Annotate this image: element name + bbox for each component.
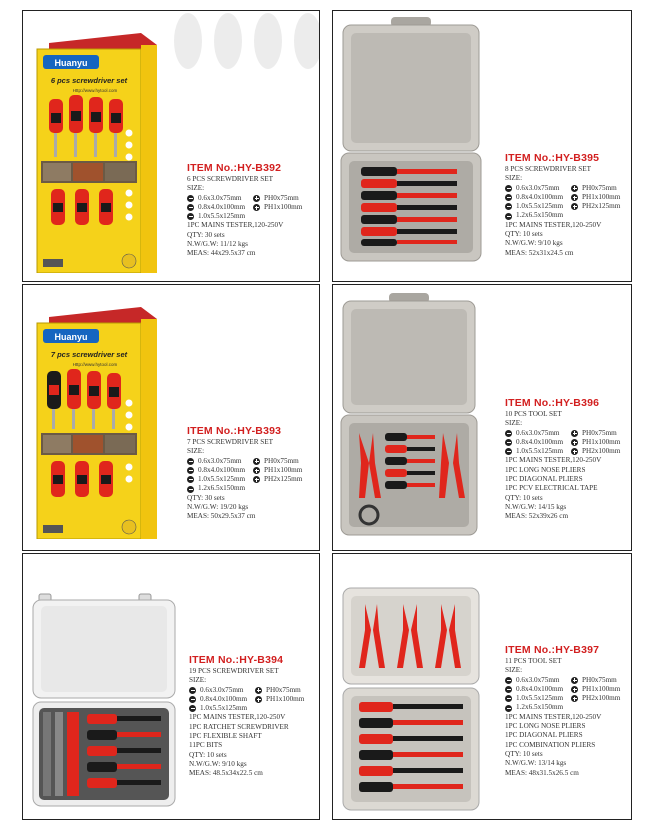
quantity: QTY: 10 sets	[505, 493, 543, 502]
size-slotted: 1.0x5.5x125mm	[516, 202, 564, 211]
slotted-icon	[189, 705, 196, 712]
quantity: QTY: 30 sets	[187, 493, 225, 502]
quantity: QTY: 10 sets	[505, 749, 543, 758]
size-phillips: PH0x75mm	[266, 685, 301, 694]
extra-item: 1PC RATCHET SCREWDRIVER	[189, 722, 289, 731]
size-phillips: PH1x100mm	[582, 437, 621, 446]
extra-item: 1PC MAINS TESTER,120-250V	[189, 713, 286, 722]
weight: N.W/G.W: 9/10 kgs	[505, 239, 563, 248]
size-phillips: PH1x100mm	[582, 684, 621, 693]
slotted-icon	[505, 677, 512, 684]
size-slotted: 1.2x6.5x150mm	[516, 211, 564, 220]
extra-item: 1PC DIAGONAL PLIERS	[505, 475, 583, 484]
weight: N.W/G.W: 11/12 kgs	[187, 240, 248, 249]
measurement: MEAS: 50x29.5x37 cm	[187, 512, 256, 521]
size-slotted: 0.8x4.0x100mm	[516, 684, 564, 693]
slotted-icon	[505, 686, 512, 693]
phillips-icon	[571, 448, 578, 455]
size-slotted: 0.8x4.0x100mm	[516, 192, 564, 201]
size-slotted: 0.6x3.0x75mm	[198, 193, 242, 202]
product-info-hy-b396	[505, 397, 632, 522]
slotted-icon	[505, 430, 512, 437]
box-title: 7 pcs screwdriver set	[50, 350, 128, 359]
extra-item: 1PC MAINS TESTER,120-250V	[187, 221, 284, 230]
slotted-icon	[505, 185, 512, 192]
slotted-icon	[189, 687, 196, 694]
product-panel-hy-b393	[22, 284, 320, 551]
size-phillips: PH1x100mm	[266, 694, 305, 703]
product-panel-hy-b396	[332, 284, 632, 551]
slotted-icon	[187, 204, 194, 211]
extra-item: 1PC MAINS TESTER,120-250V	[505, 456, 602, 465]
extra-item: 1PC LONG NOSE PLIERS	[505, 465, 586, 474]
measurement: MEAS: 52x39x26 cm	[505, 512, 569, 521]
size-slotted: 0.6x3.0x75mm	[516, 675, 560, 684]
phillips-icon	[253, 204, 260, 211]
size-phillips: PH0x75mm	[582, 675, 617, 684]
size-label: SIZE:	[187, 447, 205, 456]
phillips-icon	[571, 194, 578, 201]
item-description: 10 PCS TOOL SET	[505, 410, 562, 418]
box-url: Http://www.hytool.com	[72, 362, 118, 367]
size-label: SIZE:	[505, 174, 523, 183]
size-slotted: 0.6x3.0x75mm	[516, 428, 560, 437]
item-description: 6 PCS SCREWDRIVER SET	[187, 175, 274, 183]
slotted-icon	[187, 195, 194, 202]
box-url: Http://www.hytool.com	[72, 88, 118, 93]
phillips-icon	[255, 696, 262, 703]
bits-column	[43, 712, 79, 796]
product-panel-hy-b392	[22, 10, 320, 282]
measurement: MEAS: 44x29.5x37 cm	[187, 249, 256, 258]
size-slotted: 1.0x5.5x125mm	[200, 704, 248, 713]
size-phillips: PH2x100mm	[582, 694, 621, 703]
slotted-icon	[505, 705, 512, 712]
measurement: MEAS: 52x31x24.5 cm	[505, 248, 574, 257]
phillips-icon	[253, 458, 260, 465]
extra-item: 1PC LONG NOSE PLIERS	[505, 722, 586, 731]
slotted-icon	[187, 486, 194, 493]
size-slotted: 1.2x6.5x150mm	[516, 703, 564, 712]
weight: N.W/G.W: 19/20 kgs	[187, 503, 249, 512]
phillips-icon	[571, 439, 578, 446]
extra-item: 1PC PCV ELECTRICAL TAPE	[505, 484, 598, 493]
size-slotted: 0.8x4.0x100mm	[516, 437, 564, 446]
phillips-icon	[571, 203, 578, 210]
size-phillips: PH0x75mm	[582, 428, 617, 437]
phillips-icon	[571, 677, 578, 684]
extra-item: 1PC MAINS TESTER,120-250V	[505, 220, 602, 229]
size-slotted: 1.0x5.5x125mm	[198, 475, 246, 484]
quantity: QTY: 10 sets	[189, 750, 227, 759]
product-panel-hy-b397	[332, 553, 632, 820]
product-panel-hy-b394	[22, 553, 320, 820]
box-title: 6 pcs screwdriver set	[50, 76, 128, 85]
size-label: SIZE:	[505, 419, 523, 428]
product-box-image	[29, 307, 159, 539]
product-info-hy-b394	[189, 654, 320, 779]
size-slotted: 1.0x5.5x125mm	[198, 212, 246, 221]
size-slotted: 1.0x5.5x125mm	[516, 694, 564, 703]
size-phillips: PH0x75mm	[582, 183, 617, 192]
size-label: SIZE:	[187, 184, 205, 193]
extra-item: 1PC COMBINATION PLIERS	[505, 740, 596, 749]
size-slotted: 0.6x3.0x75mm	[200, 685, 244, 694]
slotted-icon	[505, 203, 512, 210]
slotted-icon	[187, 458, 194, 465]
product-case-image	[339, 584, 484, 820]
product-info-hy-b395	[505, 152, 632, 258]
size-label: SIZE:	[505, 666, 523, 675]
size-slotted: 1.2x6.5x150mm	[198, 484, 246, 493]
product-case-image	[339, 17, 484, 267]
measurement: MEAS: 48x31.5x26.5 cm	[505, 768, 579, 777]
size-phillips: PH2x125mm	[582, 202, 621, 211]
item-number: ITEM No.:HY-B397	[505, 644, 600, 656]
item-description: 11 PCS TOOL SET	[505, 657, 562, 665]
item-number: ITEM No.:HY-B392	[187, 162, 282, 174]
size-phillips: PH1x100mm	[264, 202, 303, 211]
slotted-icon	[505, 439, 512, 446]
size-slotted: 0.8x4.0x100mm	[200, 694, 248, 703]
size-slotted: 1.0x5.5x125mm	[516, 447, 564, 456]
size-phillips: PH0x75mm	[264, 193, 299, 202]
size-phillips: PH2x100mm	[582, 447, 621, 456]
size-phillips: PH1x100mm	[264, 465, 303, 474]
item-number: ITEM No.:HY-B396	[505, 397, 600, 409]
product-panel-hy-b395	[332, 10, 632, 282]
size-phillips: PH0x75mm	[264, 456, 299, 465]
size-slotted: 0.6x3.0x75mm	[516, 183, 560, 192]
slotted-icon	[505, 448, 512, 455]
size-label: SIZE:	[189, 676, 207, 685]
size-slotted: 0.6x3.0x75mm	[198, 456, 242, 465]
size-phillips: PH1x100mm	[582, 192, 621, 201]
product-case-image	[339, 293, 479, 543]
size-phillips: PH2x125mm	[264, 475, 303, 484]
phillips-icon	[255, 687, 262, 694]
quantity: QTY: 10 sets	[505, 230, 543, 239]
slotted-icon	[505, 695, 512, 702]
phillips-icon	[571, 430, 578, 437]
slotted-icon	[505, 213, 512, 220]
phillips-icon	[571, 695, 578, 702]
background-screwdriver-illustration	[163, 11, 320, 91]
product-info-hy-b392	[187, 162, 319, 259]
box-brand: Huanyu	[54, 58, 88, 68]
product-case-image	[29, 584, 179, 816]
item-description: 7 PCS SCREWDRIVER SET	[187, 438, 274, 446]
slotted-icon	[187, 213, 194, 220]
slotted-icon	[187, 467, 194, 474]
extra-item: 1PC DIAGONAL PLIERS	[505, 731, 583, 740]
box-brand: Huanyu	[54, 332, 88, 342]
phillips-icon	[253, 467, 260, 474]
extra-item: 11PC BITS	[189, 741, 223, 750]
size-slotted: 0.8x4.0x100mm	[198, 202, 246, 211]
slotted-icon	[189, 696, 196, 703]
item-number: ITEM No.:HY-B395	[505, 152, 600, 164]
phillips-icon	[253, 476, 260, 483]
slotted-icon	[187, 476, 194, 483]
item-number: ITEM No.:HY-B394	[189, 654, 284, 666]
quantity: QTY: 30 sets	[187, 230, 225, 239]
product-info-hy-b397	[505, 644, 632, 778]
weight: N.W/G.W: 13/14 kgs	[505, 759, 567, 768]
item-number: ITEM No.:HY-B393	[187, 425, 282, 437]
item-description: 19 PCS SCREWDRIVER SET	[189, 667, 279, 675]
phillips-icon	[253, 195, 260, 202]
extra-item: 1PC MAINS TESTER,120-250V	[505, 712, 602, 721]
product-info-hy-b393	[187, 425, 319, 522]
phillips-icon	[571, 185, 578, 192]
extra-item: 1PC FLEXIBLE SHAFT	[189, 732, 262, 741]
size-slotted: 0.8x4.0x100mm	[198, 465, 246, 474]
phillips-icon	[571, 686, 578, 693]
weight: N.W/G.W: 14/15 kgs	[505, 502, 567, 511]
slotted-icon	[505, 194, 512, 201]
product-box-image	[29, 33, 159, 273]
measurement: MEAS: 48.5x34x22.5 cm	[189, 769, 263, 778]
item-description: 8 PCS SCREWDRIVER SET	[505, 165, 592, 173]
weight: N.W/G.W: 9/10 kgs	[189, 759, 247, 768]
